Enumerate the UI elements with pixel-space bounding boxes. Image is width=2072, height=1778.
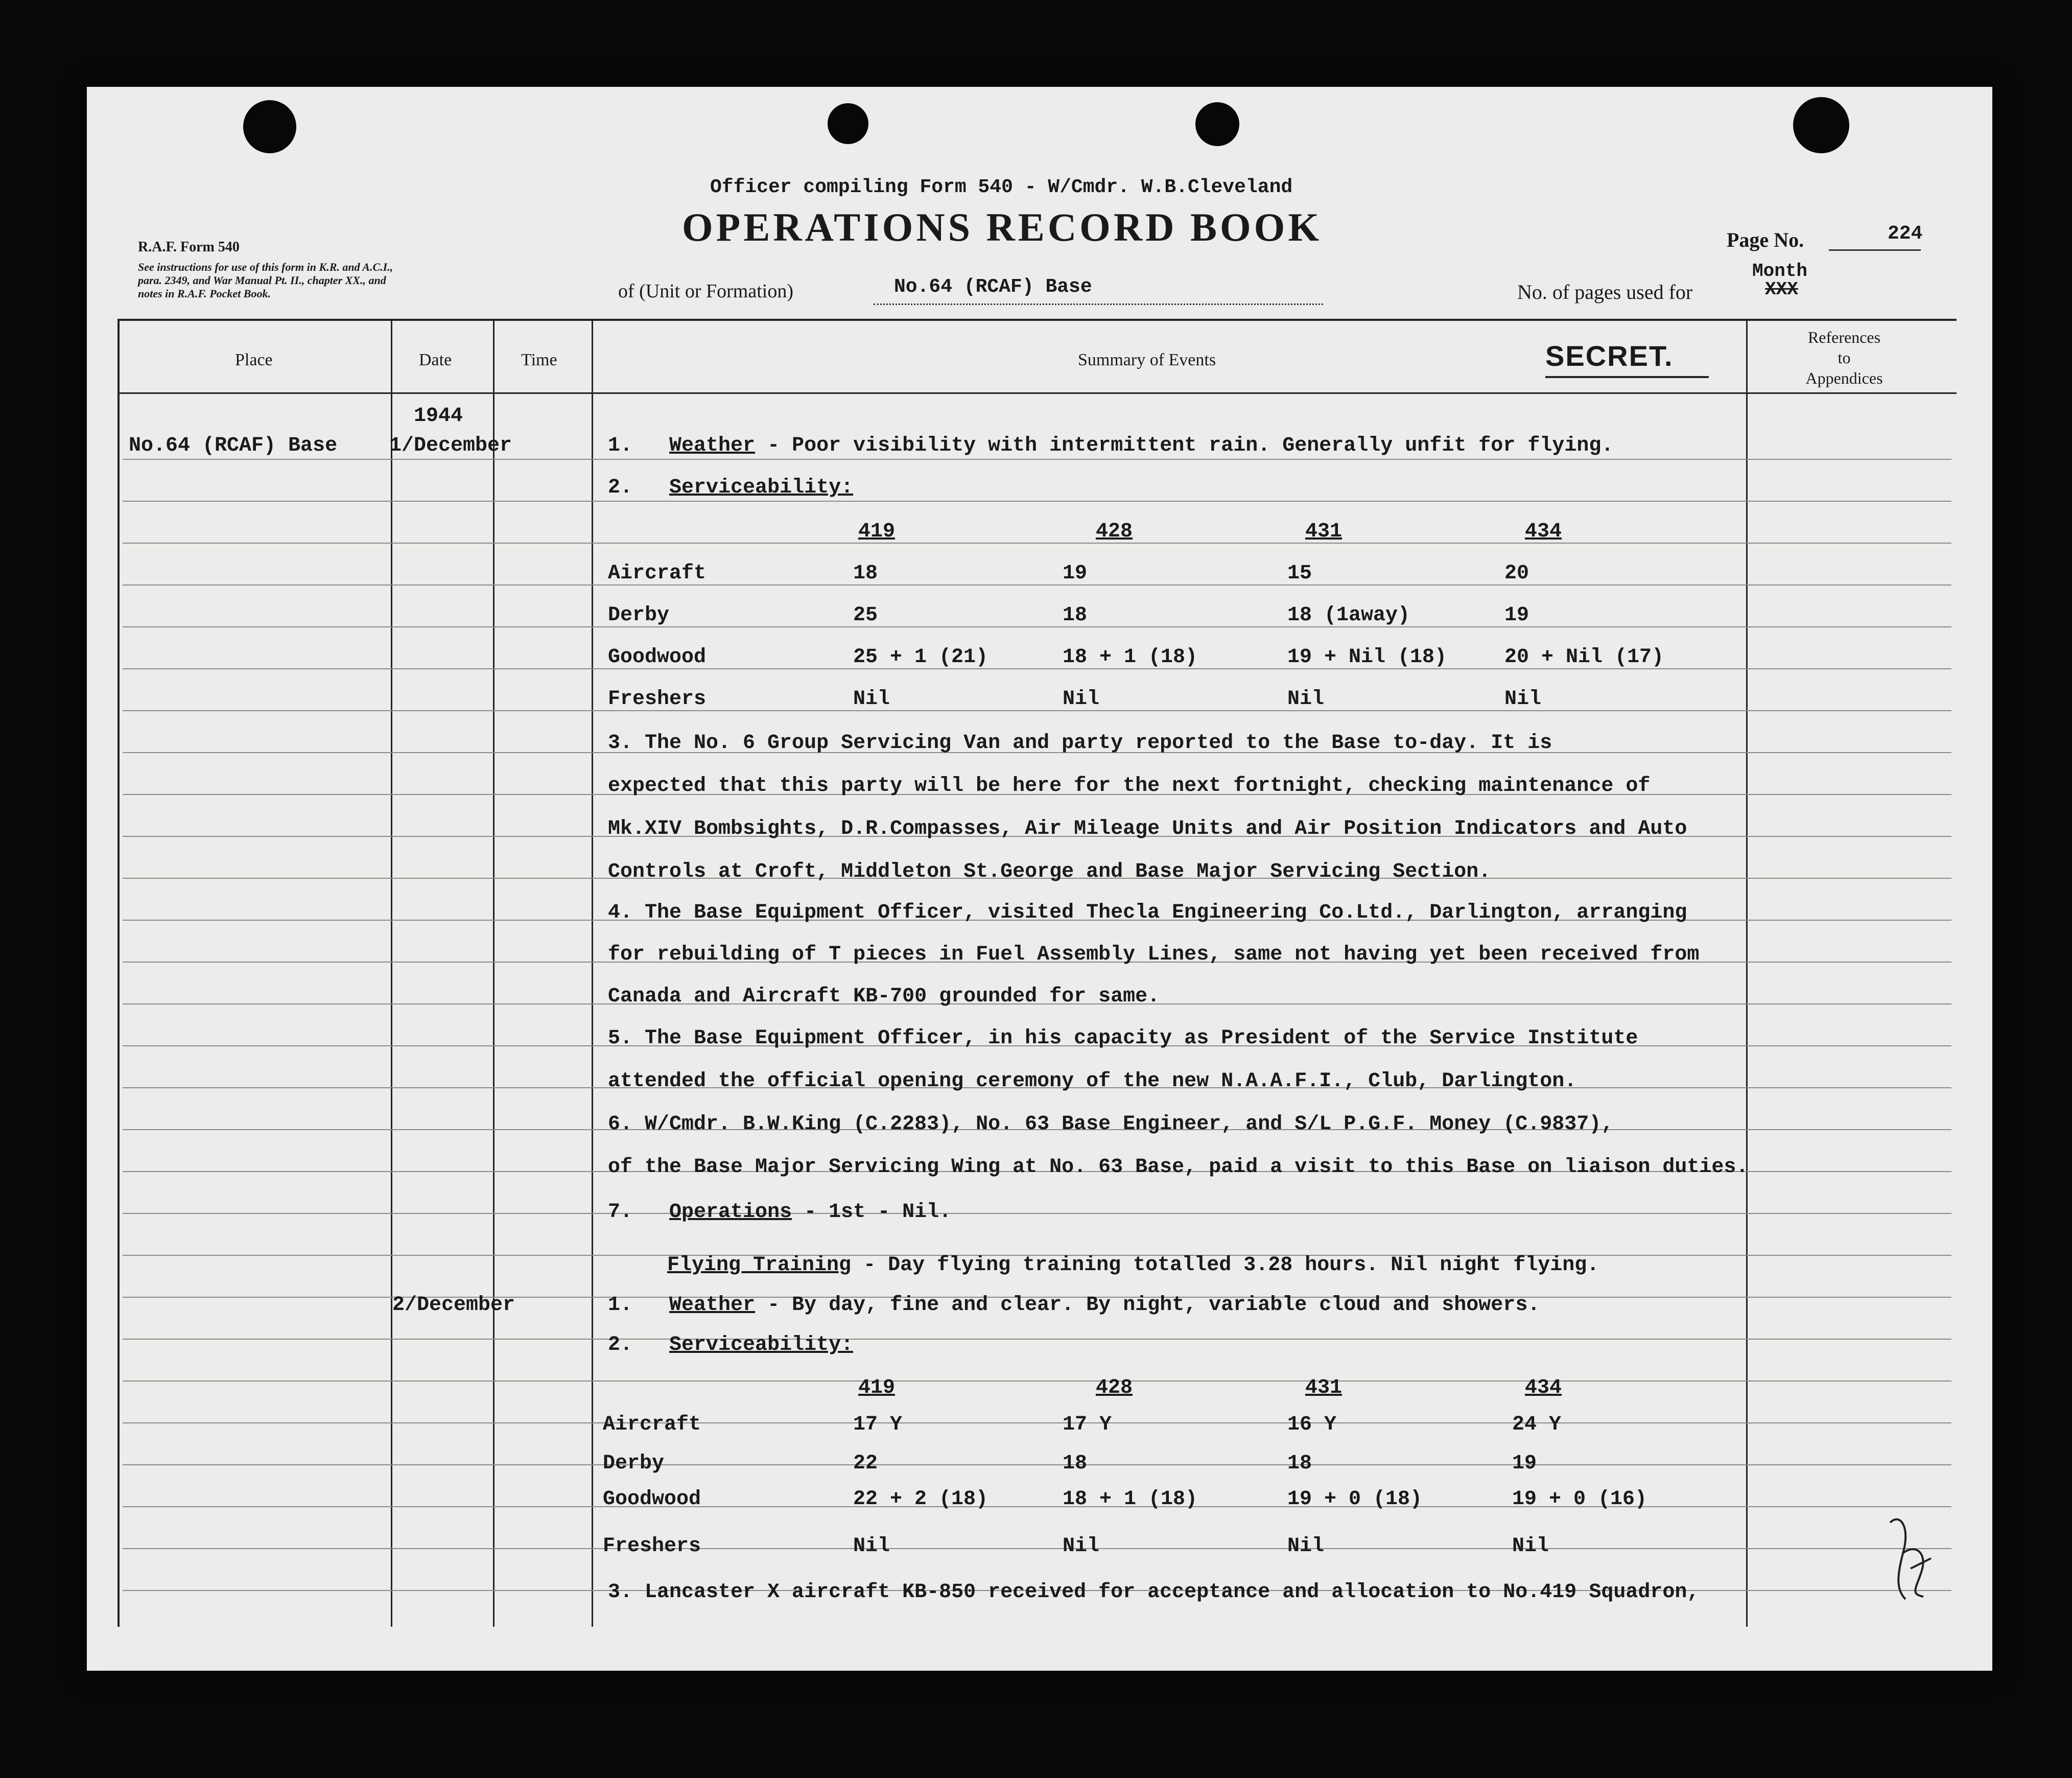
secret-stamp: SECRET. xyxy=(1545,340,1674,372)
ruled-line xyxy=(123,1506,1951,1507)
page-number: 224 xyxy=(1888,223,1923,245)
col-place: Place xyxy=(235,350,273,369)
table-left-rule xyxy=(117,319,120,1627)
unit-dotted-line xyxy=(874,303,1323,305)
day1-row-label: Goodwood xyxy=(608,646,707,669)
day1-cell: 20 xyxy=(1504,562,1529,585)
month-label: Month xyxy=(1752,261,1808,282)
record-sheet xyxy=(87,87,1992,1671)
day1-cell: 25 xyxy=(853,604,878,627)
day1-cell: 19 xyxy=(1063,562,1088,585)
day1-cell: Nil xyxy=(853,688,890,711)
day2-weather: 1. Weather - By day, fine and clear. By night, variable cloud and showers. xyxy=(608,1294,1540,1317)
page-title: OPERATIONS RECORD BOOK xyxy=(682,205,1323,249)
day1-squadron-431: 431 xyxy=(1305,520,1343,543)
day1-cell: 18 (1away) xyxy=(1287,604,1410,627)
day1-p5-line: attended the official opening ceremony of the new N.A.A.F.I., Club, Darlington. xyxy=(608,1070,1577,1093)
header-bottom-rule xyxy=(117,392,1957,394)
ruled-line xyxy=(123,1339,1951,1340)
day1-squadron-428: 428 xyxy=(1096,520,1133,543)
handwritten-initials xyxy=(1880,1507,1936,1609)
day2-cell: 17 Y xyxy=(853,1413,903,1436)
day2-cell: 17 Y xyxy=(1063,1413,1112,1436)
punch-hole xyxy=(1195,102,1239,146)
day1-p4-line: Canada and Aircraft KB-700 grounded for same. xyxy=(608,985,1160,1008)
day2-cell: 18 xyxy=(1287,1452,1312,1475)
day1-cell: Nil xyxy=(1287,688,1325,711)
day2-cell: 22 xyxy=(853,1452,878,1475)
day1-cell: 18 xyxy=(853,562,878,585)
day1-cell: 18 + 1 (18) xyxy=(1063,646,1198,669)
pages-used-value: XXX xyxy=(1765,279,1798,300)
day1-row-label: Aircraft xyxy=(608,562,707,585)
day2-cell: 19 + 0 (18) xyxy=(1287,1488,1423,1511)
punch-hole xyxy=(243,100,296,153)
unit-label: of (Unit or Formation) xyxy=(618,280,794,302)
day1-squadron-434: 434 xyxy=(1525,520,1562,543)
day1-p6-line: 6. W/Cmdr. B.W.King (C.2283), No. 63 Base Engineer, and S/L P.G.F. Money (C.9837), xyxy=(608,1113,1614,1136)
place-date-divider xyxy=(391,319,392,1627)
day2-row-label: Derby xyxy=(603,1452,665,1475)
day2-squadron-434: 434 xyxy=(1525,1376,1562,1399)
day1-squadron-419: 419 xyxy=(858,520,896,543)
day2-row-label: Aircraft xyxy=(603,1413,701,1436)
place-value: No.64 (RCAF) Base xyxy=(129,434,338,457)
day2-cell: Nil xyxy=(1063,1535,1100,1558)
day1-p6-line: of the Base Major Servicing Wing at No. 63 Base, paid a visit to this Base on liaison duties. xyxy=(608,1156,1749,1179)
day2-squadron-428: 428 xyxy=(1096,1376,1133,1399)
date-entry-1: 1/December xyxy=(389,434,512,457)
form-label: R.A.F. Form 540 xyxy=(138,239,240,255)
day2-cell: Nil xyxy=(1287,1535,1325,1558)
day2-row-label: Goodwood xyxy=(603,1488,701,1511)
day2-cell: Nil xyxy=(853,1535,890,1558)
day1-p4-line: 4. The Base Equipment Officer, visited Thecla Engineering Co.Ltd., Darlington, arranging xyxy=(608,901,1687,924)
ruled-line xyxy=(123,1464,1951,1465)
day1-p3-line: 3. The No. 6 Group Servicing Van and party reported to the Base to-day. It is xyxy=(608,732,1552,755)
ruled-line xyxy=(123,543,1951,544)
day1-cell: 19 xyxy=(1504,604,1529,627)
day1-cell: 20 + Nil (17) xyxy=(1504,646,1664,669)
day2-row-label: Freshers xyxy=(603,1535,701,1558)
col-references: References to Appendices xyxy=(1805,328,1883,387)
day1-cell: 18 xyxy=(1063,604,1088,627)
day1-p4-line: for rebuilding of T pieces in Fuel Assembly Lines, same not having yet been received from xyxy=(608,943,1700,966)
day1-operations: 7. Operations - 1st - Nil. xyxy=(608,1201,952,1224)
day2-cell: 24 Y xyxy=(1512,1413,1562,1436)
ruled-line xyxy=(123,1213,1951,1214)
summary-ref-divider xyxy=(1746,319,1748,1627)
day1-row-label: Freshers xyxy=(608,688,707,711)
day2-cell: 18 xyxy=(1063,1452,1088,1475)
ruled-line xyxy=(123,668,1951,669)
day1-cell: 25 + 1 (21) xyxy=(853,646,988,669)
day1-weather: 1. Weather - Poor visibility with intermittent rain. Generally unfit for flying. xyxy=(608,434,1614,457)
time-summary-divider xyxy=(592,319,593,1627)
ruled-line xyxy=(123,626,1951,627)
day2-cell: Nil xyxy=(1512,1535,1549,1558)
date-entry-2: 2/December xyxy=(392,1294,515,1317)
day2-squadron-431: 431 xyxy=(1305,1376,1343,1399)
page-label: Page No. xyxy=(1727,228,1804,251)
day1-p3-line: Mk.XIV Bombsights, D.R.Compasses, Air Mileage Units and Air Position Indicators and Auto xyxy=(608,817,1687,840)
compiler-line: Officer compiling Form 540 - W/Cmdr. W.B.Cleveland xyxy=(710,176,1293,198)
day1-p5-line: 5. The Base Equipment Officer, in his capacity as President of the Service Institute xyxy=(608,1027,1638,1050)
unit-value: No.64 (RCAF) Base xyxy=(894,276,1092,298)
day1-cell: Nil xyxy=(1063,688,1100,711)
ruled-line xyxy=(123,1422,1951,1423)
ruled-line xyxy=(123,584,1951,586)
day1-row-label: Derby xyxy=(608,604,670,627)
day2-squadron-419: 419 xyxy=(858,1376,896,1399)
pages-used-label: No. of pages used for xyxy=(1517,280,1693,303)
year-value: 1944 xyxy=(414,405,463,428)
punch-hole xyxy=(828,103,868,144)
punch-hole xyxy=(1793,97,1849,153)
day2-cell: 16 Y xyxy=(1287,1413,1337,1436)
day2-cell: 19 + 0 (16) xyxy=(1512,1488,1647,1511)
page-underline xyxy=(1829,249,1921,251)
day1-serviceability-heading: 2. Serviceability: xyxy=(608,476,854,499)
col-date: Date xyxy=(419,350,452,369)
form-instructions: See instructions for use of this form in K.R. and A.C.I., para. 2349, and War Manual Pt. II., chapter XX., and notes in R.A.F. Pocket Book. xyxy=(138,261,393,300)
secret-underline xyxy=(1545,376,1709,378)
col-time: Time xyxy=(521,350,557,369)
day1-flying-training: Flying Training - Day flying training totalled 3.28 hours. Nil night flying. xyxy=(667,1254,1599,1277)
ruled-line xyxy=(123,710,1951,711)
day2-cell: 19 xyxy=(1512,1452,1537,1475)
date-time-divider xyxy=(493,319,495,1627)
ruled-line xyxy=(123,1548,1951,1549)
col-summary: Summary of Events xyxy=(1078,350,1216,369)
day1-cell: 15 xyxy=(1287,562,1312,585)
ruled-line xyxy=(123,459,1951,460)
day2-serviceability-heading: 2. Serviceability: xyxy=(608,1334,854,1356)
day1-p3-line: expected that this party will be here for the next fortnight, checking maintenance of xyxy=(608,775,1651,798)
day1-p3-line: Controls at Croft, Middleton St.George and Base Major Servicing Section. xyxy=(608,860,1491,883)
day2-p3-line: 3. Lancaster X aircraft KB-850 received for acceptance and allocation to No.419 Squadron, xyxy=(608,1581,1700,1604)
day2-cell: 18 + 1 (18) xyxy=(1063,1488,1198,1511)
day1-cell: Nil xyxy=(1504,688,1542,711)
table-top-rule xyxy=(117,319,1957,321)
ruled-line xyxy=(123,1381,1951,1382)
day2-cell: 22 + 2 (18) xyxy=(853,1488,988,1511)
day1-cell: 19 + Nil (18) xyxy=(1287,646,1447,669)
ruled-line xyxy=(123,501,1951,502)
